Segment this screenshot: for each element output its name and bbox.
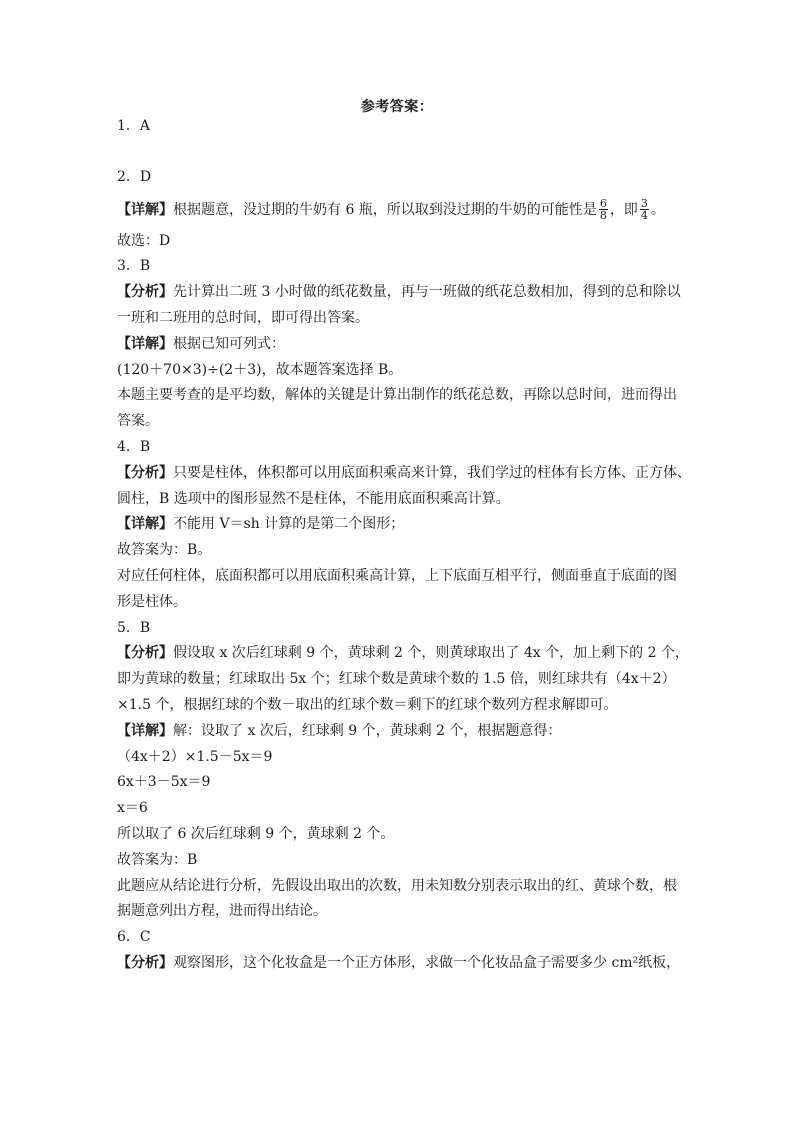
q2-detail-text-c: 。: [650, 201, 665, 218]
q3-analysis-line-2: 一班和二班用的总时间，即可得出答案。: [117, 309, 369, 326]
page-title: 参考答案：: [360, 99, 434, 115]
q4-note-line-2: 形是柱体。: [117, 593, 187, 610]
q4-number: 4．B: [117, 438, 151, 455]
fraction-denominator: 8: [599, 209, 607, 223]
answer-content: [117, 114, 691, 977]
q5-conclusion: 所以取了 6 次后红球剩 9 个，黄球剩 2 个。: [117, 825, 395, 842]
q3-analysis-line-1: [117, 280, 687, 306]
q3-note-line-1: 本题主要考查的是平均数，解体的关键是计算出制作的纸花总数，再除以总时间，进而得出: [117, 387, 677, 404]
detail-tag: 【详解】: [117, 201, 173, 218]
q5-number: 5．B: [117, 619, 151, 636]
q3-analysis-text: 先计算出二班 3 小时做的纸花数量，再与一班做的纸花总数相加，得到的总和除以: [173, 284, 681, 301]
fraction-numerator: 3: [640, 197, 648, 211]
analysis-tag: 【分析】: [117, 954, 173, 971]
q2-detail-text-a: 根据题意，没过期的牛奶有 6 瓶，所以取到没过期的牛奶的可能性是: [173, 201, 597, 218]
q5-equation-1: （4x＋2）×1.5－5x＝9: [117, 748, 273, 765]
q3-detail-text: 根据已知可列式：: [173, 335, 285, 352]
q6-analysis-text: 观察图形，这个化妆盒是一个正方体形，求做一个化妆品盒子需要多少 cm²纸板，: [173, 954, 681, 971]
q4-analysis-line-2: 圆柱，B 选项中的图形显然不是柱体，不能用底面积乘高计算。: [117, 490, 510, 507]
q4-detail-text: 不能用 V＝sh 计算的是第二个图形；: [173, 516, 405, 533]
detail-tag: 【详解】: [117, 335, 173, 352]
q3-number: 3．B: [117, 258, 151, 275]
detail-tag: 【详解】: [117, 722, 173, 739]
q3-detail-line: [117, 332, 687, 358]
q6-number: 6．C: [117, 929, 151, 946]
analysis-tag: 【分析】: [117, 464, 173, 481]
fraction-six-eighths: [599, 198, 608, 221]
q3-formula: (120＋70×3)÷(2＋3)，故本题答案选择 B。: [117, 361, 403, 378]
q5-analysis-line-1: [117, 641, 687, 667]
fraction-numerator: 6: [599, 197, 607, 211]
q6-analysis-line-1: [117, 951, 687, 977]
q4-detail-line: [117, 512, 687, 538]
q5-note-line-1: 此题应从结论进行分析，先假设出取出的次数，用未知数分别表示取出的红、黄球个数，根: [117, 877, 677, 894]
q4-note-line-1: 对应任何柱体，底面积都可以用底面积乘高计算，上下底面互相平行，侧面垂直于底面的图: [117, 567, 677, 584]
fraction-three-quarters: [640, 198, 649, 221]
q2-number: 2．D: [117, 168, 152, 185]
detail-tag: 【详解】: [117, 516, 173, 533]
q4-answer: 故答案为：B。: [117, 542, 212, 559]
q5-analysis-line-3: ×1.5 个，根据红球的个数－取出的红球个数＝剩下的红球个数列方程求解即可。: [117, 696, 618, 713]
q5-note-line-2: 据题意列出方程，进而得出结论。: [117, 903, 327, 920]
q5-detail-line: [117, 719, 687, 745]
q5-answer: 故答案为：B: [117, 851, 198, 868]
q5-analysis-line-2: 即为黄球的数量；红球取出 5x 个；红球个数是黄球个数的 1.5 倍，则红球共有（4x＋2）: [117, 671, 676, 688]
q3-note-line-2: 答案。: [117, 413, 159, 430]
q5-equation-2: 6x＋3－5x＝9: [117, 774, 211, 791]
analysis-tag: 【分析】: [117, 284, 173, 301]
fraction-denominator: 4: [640, 209, 648, 223]
q4-analysis-line-1: [117, 461, 691, 487]
q1-number: 1．A: [117, 118, 151, 134]
q5-equation-3: x＝6: [117, 800, 148, 817]
q5-detail-text: 解：设取了 x 次后，红球剩 9 个，黄球剩 2 个，根据题意得：: [173, 722, 562, 739]
q4-analysis-text: 只要是柱体，体积都可以用底面积乘高来计算，我们学过的柱体有长方体、正方体、: [173, 464, 691, 481]
q5-analysis-text: 假设取 x 次后红球剩 9 个，黄球剩 2 个，则黄球取出了 4x 个，加上剩下的 2 个，: [173, 645, 689, 662]
q2-answer: 故选：D: [117, 232, 171, 249]
analysis-tag: 【分析】: [117, 645, 173, 662]
q2-detail: [117, 191, 687, 229]
q2-detail-text-b: ，即: [609, 201, 638, 218]
spacer: [117, 140, 687, 165]
